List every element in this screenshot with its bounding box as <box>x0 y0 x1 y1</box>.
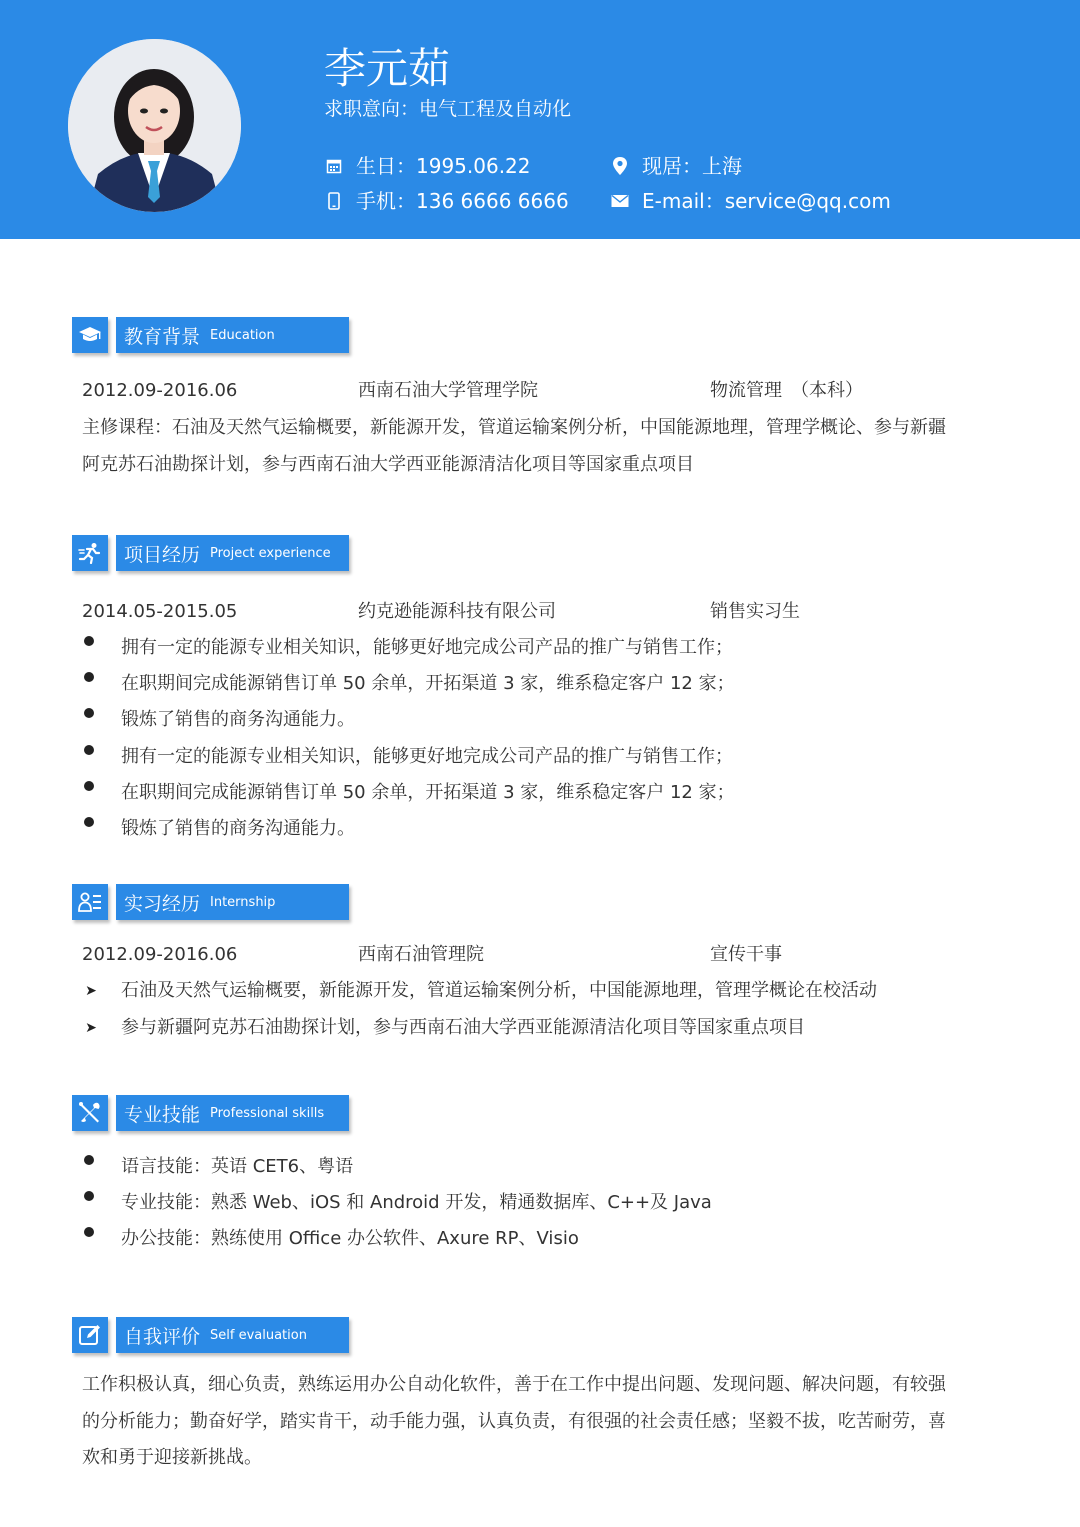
section-title-en: Professional skills <box>210 1105 325 1121</box>
bullet-dot <box>84 1191 94 1201</box>
section-title-cn: 项目经历 <box>124 543 201 566</box>
list-item <box>84 817 355 839</box>
bullet-dot <box>84 672 94 682</box>
list-item <box>84 672 735 694</box>
list-item-text: 专业技能：熟悉 Web、iOS 和 Android 开发，精通数据库、C++及 Java <box>121 1192 712 1213</box>
internship-org: 西南石油管理院 <box>358 944 484 965</box>
bullet-dot <box>84 636 94 646</box>
mobile-phone-icon <box>322 189 346 213</box>
list-item <box>84 1016 805 1040</box>
arrow-bullet-icon: ➤ <box>85 983 97 999</box>
job-intention: 求职意向：电气工程及自动化 <box>324 98 572 120</box>
section-title-cn: 实习经历 <box>124 892 201 915</box>
internship-period: 2012.09-2016.06 <box>82 944 238 965</box>
education-school: 西南石油大学管理学院 <box>358 380 538 401</box>
email-text: E-mail：service@qq.com <box>642 189 891 213</box>
skills-section-header <box>72 1095 349 1132</box>
list-item-text: 锻炼了销售的商务沟通能力。 <box>121 818 355 839</box>
project-section-header <box>72 535 349 572</box>
header-banner <box>0 0 1080 239</box>
list-item <box>84 1191 712 1213</box>
list-item-text: 石油及天然气运输概要，新能源开发，管道运输案例分析，中国能源地理，管理学概论在校活动 <box>121 980 877 1001</box>
tools-icon <box>72 1095 108 1131</box>
evaluation-line: 欢和勇于迎接新挑战。 <box>82 1447 262 1468</box>
list-item-text: 拥有一定的能源专业相关知识，能够更好地完成公司产品的推广与销售工作； <box>121 746 733 767</box>
arrow-bullet-icon: ➤ <box>85 1020 97 1036</box>
bullet-dot <box>84 1155 94 1165</box>
evaluation-line: 工作积极认真，细心负责，熟练运用办公自动化软件，善于在工作中提出问题、发现问题、解决问题，有较强 <box>82 1374 946 1395</box>
evaluation-section-header <box>72 1317 349 1354</box>
person-list-icon <box>72 884 108 920</box>
list-item-text: 语言技能：英语 CET6、粤语 <box>121 1156 354 1177</box>
candidate-name: 李元茹 <box>324 44 451 93</box>
education-major: 物流管理 （本科） <box>710 380 863 401</box>
birth-info <box>322 153 531 179</box>
birth-text: 生日：1995.06.22 <box>356 154 531 178</box>
list-item-text: 参与新疆阿克苏石油勘探计划，参与西南石油大学西亚能源清洁化项目等国家重点项目 <box>121 1017 805 1038</box>
bullet-dot <box>84 817 94 827</box>
project-period: 2014.05-2015.05 <box>82 601 238 622</box>
section-title-en: Project experience <box>210 545 331 561</box>
bullet-dot <box>84 781 94 791</box>
location-pin-icon <box>608 154 632 178</box>
skills-title-bar <box>116 1095 349 1131</box>
graduation-cap-icon <box>72 317 108 353</box>
list-item <box>84 636 733 658</box>
list-item <box>84 1155 354 1177</box>
section-title-en: Self evaluation <box>210 1327 307 1343</box>
courses-line: 阿克苏石油勘探计划，参与西南石油大学西亚能源清洁化项目等国家重点项目 <box>82 453 694 475</box>
project-company: 约克逊能源科技有限公司 <box>358 601 556 622</box>
bullet-dot <box>84 708 94 718</box>
envelope-icon <box>608 189 632 213</box>
evaluation-line: 的分析能力；勤奋好学，踏实肯干，动手能力强，认真负责，有很强的社会责任感；坚毅不拔，吃苦耐劳，喜 <box>82 1410 946 1432</box>
phone-info <box>322 188 569 214</box>
calendar-icon <box>322 154 346 178</box>
bullet-dot <box>84 1227 94 1237</box>
education-courses <box>82 410 1012 483</box>
bullet-dot <box>84 745 94 755</box>
section-title-cn: 自我评价 <box>124 1325 201 1348</box>
list-item-text: 在职期间完成能源销售订单 50 余单，开拓渠道 3 家，维系稳定客户 12 家； <box>121 782 735 803</box>
location-text: 现居：上海 <box>642 154 742 178</box>
list-item <box>84 708 355 730</box>
project-role: 销售实习生 <box>710 601 800 622</box>
phone-text: 手机：136 6666 6666 <box>356 189 569 213</box>
courses-line: 主修课程：石油及天然气运输概要，新能源开发，管道运输案例分析，中国能源地理，管理学概论、参与新疆 <box>82 417 946 438</box>
email-info <box>608 188 891 214</box>
internship-section-header <box>72 884 349 921</box>
list-item <box>84 745 733 767</box>
education-title-bar <box>116 317 349 353</box>
evaluation-title-bar <box>116 1317 349 1353</box>
list-item-text: 锻炼了销售的商务沟通能力。 <box>121 709 355 730</box>
project-title-bar <box>116 535 349 571</box>
portrait-illustration <box>68 39 241 212</box>
running-person-icon <box>72 535 108 571</box>
list-item-text: 在职期间完成能源销售订单 50 余单，开拓渠道 3 家，维系稳定客户 12 家； <box>121 673 735 694</box>
education-period: 2012.09-2016.06 <box>82 380 238 401</box>
location-info <box>608 153 742 179</box>
section-title-en: Internship <box>210 894 276 910</box>
section-title-cn: 教育背景 <box>124 325 201 348</box>
list-item-text: 拥有一定的能源专业相关知识，能够更好地完成公司产品的推广与销售工作； <box>121 637 733 658</box>
section-title-cn: 专业技能 <box>124 1103 201 1126</box>
list-item <box>84 781 735 803</box>
list-item <box>84 979 877 1003</box>
profile-photo <box>68 39 241 212</box>
education-section-header <box>72 317 349 354</box>
edit-icon <box>72 1317 108 1353</box>
section-title-en: Education <box>210 327 275 343</box>
list-item-text: 办公技能：熟练使用 Office 办公软件、Axure RP、Visio <box>121 1228 579 1249</box>
internship-role: 宣传干事 <box>710 944 782 965</box>
internship-title-bar <box>116 884 349 920</box>
list-item <box>84 1227 579 1249</box>
evaluation-text <box>82 1367 1012 1477</box>
